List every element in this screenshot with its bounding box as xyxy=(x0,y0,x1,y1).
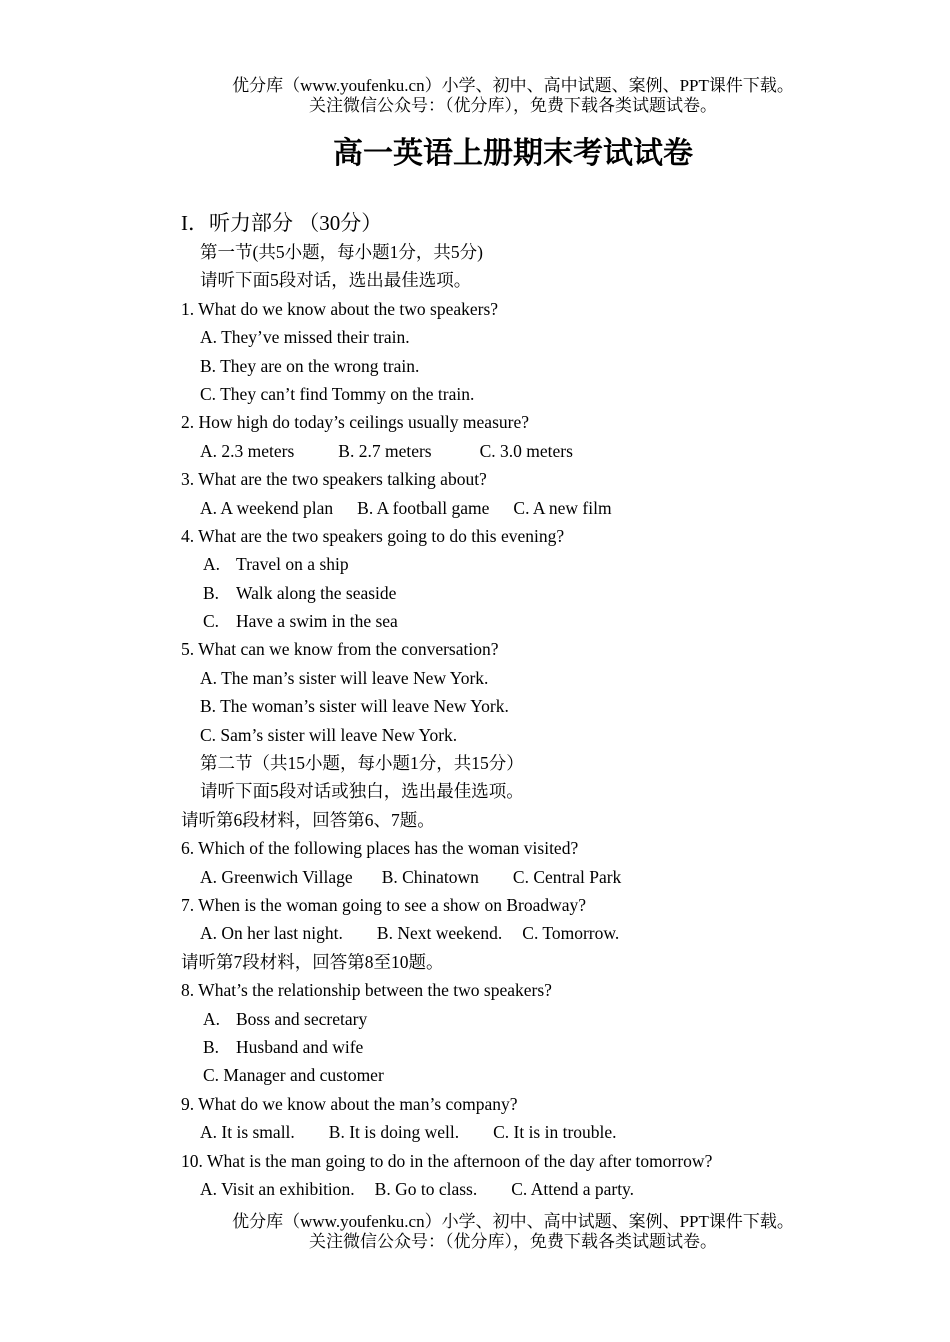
page-title: 高一英语上册期末考试试卷 xyxy=(333,136,693,171)
q1-option-b: B. They are on the wrong train. xyxy=(200,355,420,376)
question-5: 5. What can we know from the conversation? xyxy=(181,639,499,660)
q6-option-b: B. Chinatown xyxy=(381,866,479,887)
q9-options xyxy=(181,1118,901,1146)
q5-option-a: A. The man’s sister will leave New York. xyxy=(200,667,489,688)
header-banner xyxy=(0,76,950,116)
q8-letter-a: A. xyxy=(203,1008,221,1029)
q4-letter-b: B. xyxy=(203,582,220,603)
q8-option-a xyxy=(181,1005,901,1033)
q6-option-c: C. Central Park xyxy=(512,866,622,887)
q2-option-c: C. 3.0 meters xyxy=(479,440,573,461)
part2-heading: 第二节（共15小题，每小题1分，共15分） xyxy=(200,753,524,774)
part2-instruction: 请听下面5段对话或独白，选出最佳选项。 xyxy=(200,781,524,802)
q4-letter-c: C. xyxy=(203,611,220,632)
q7-options xyxy=(181,919,901,947)
q8-option-b-text: Husband and wife xyxy=(236,1036,364,1057)
q10-options xyxy=(181,1175,901,1203)
q2-option-b: B. 2.7 meters xyxy=(338,440,432,461)
header-line-1: 优分库（www.youfenku.cn）小学、初中、高中试题、案例、PPT课件下载。 xyxy=(232,76,794,95)
q9-option-b: B. It is doing well. xyxy=(328,1122,460,1143)
q3-options xyxy=(181,494,901,522)
part1-heading: 第一节(共5小题，每小题1分，共5分) xyxy=(200,242,483,262)
q2-option-a: A. 2.3 meters xyxy=(200,440,295,461)
question-1: 1. What do we know about the two speakers? xyxy=(181,298,499,319)
q4-option-a xyxy=(181,550,901,578)
q1-option-c: C. They can’t find Tommy on the train. xyxy=(200,383,475,404)
q7-option-a: A. On her last night. xyxy=(200,923,343,944)
q8-letter-b: B. xyxy=(203,1036,220,1057)
q3-option-c: C. A new film xyxy=(513,497,612,518)
question-4: 4. What are the two speakers going to do this evening? xyxy=(181,525,565,546)
part1-instruction: 请听下面5段对话，选出最佳选项。 xyxy=(200,270,472,291)
q3-option-a: A. A weekend plan xyxy=(200,497,334,518)
header-line-2: 关注微信公众号：（优分库），免费下载各类试题试卷。 xyxy=(309,96,717,115)
q6-options xyxy=(181,863,901,891)
q5-option-b: B. The woman’s sister will leave New York. xyxy=(200,696,509,717)
q8-option-a-text: Boss and secretary xyxy=(236,1008,368,1029)
q8-option-b xyxy=(181,1033,901,1061)
q4-option-a-text: Travel on a ship xyxy=(236,554,349,575)
q6-option-a: A. Greenwich Village xyxy=(200,866,353,887)
q10-option-a: A. Visit an exhibition. xyxy=(200,1178,355,1199)
q4-option-b-text: Walk along the seaside xyxy=(236,582,397,603)
q10-option-c: C. Attend a party. xyxy=(511,1178,635,1199)
question-6: 6. Which of the following places has the woman visited? xyxy=(181,838,579,859)
q4-option-b xyxy=(181,579,901,607)
q7-option-b: B. Next weekend. xyxy=(376,923,503,944)
q4-letter-a: A. xyxy=(203,554,221,575)
q9-option-a: A. It is small. xyxy=(200,1122,295,1143)
q4-option-c-text: Have a swim in the sea xyxy=(236,611,398,632)
material-6-instruction: 请听第6段材料，回答第6、7题。 xyxy=(181,809,435,830)
q10-option-b: B. Go to class. xyxy=(374,1178,478,1199)
q2-options xyxy=(181,437,901,465)
question-3: 3. What are the two speakers talking about? xyxy=(181,469,487,490)
q7-option-c: C. Tomorrow. xyxy=(522,923,620,944)
q4-option-c xyxy=(181,607,901,635)
footer-line-2: 关注微信公众号：（优分库），免费下载各类试题试卷。 xyxy=(309,1232,717,1251)
question-7: 7. When is the woman going to see a show on Broadway? xyxy=(181,894,587,915)
q3-option-b: B. A football game xyxy=(357,497,490,518)
question-9: 9. What do we know about the man’s company? xyxy=(181,1093,518,1114)
exam-content xyxy=(181,208,901,1203)
section-title: I．听力部分 （30分） xyxy=(181,211,383,235)
footer-line-1: 优分库（www.youfenku.cn）小学、初中、高中试题、案例、PPT课件下载。 xyxy=(232,1212,794,1231)
footer-banner xyxy=(0,1212,950,1252)
q1-option-a: A. They’ve missed their train. xyxy=(200,327,410,348)
material-7-instruction: 请听第7段材料，回答第8至10题。 xyxy=(181,951,444,972)
q9-option-c: C. It is in trouble. xyxy=(493,1122,617,1143)
question-8: 8. What’s the relationship between the two speakers? xyxy=(181,980,552,1001)
q8-option-c: C. Manager and customer xyxy=(203,1065,384,1086)
question-2: 2. How high do today’s ceilings usually measure? xyxy=(181,412,529,433)
q5-option-c: C. Sam’s sister will leave New York. xyxy=(200,724,458,745)
question-10: 10. What is the man going to do in the afternoon of the day after tomorrow? xyxy=(181,1150,713,1171)
